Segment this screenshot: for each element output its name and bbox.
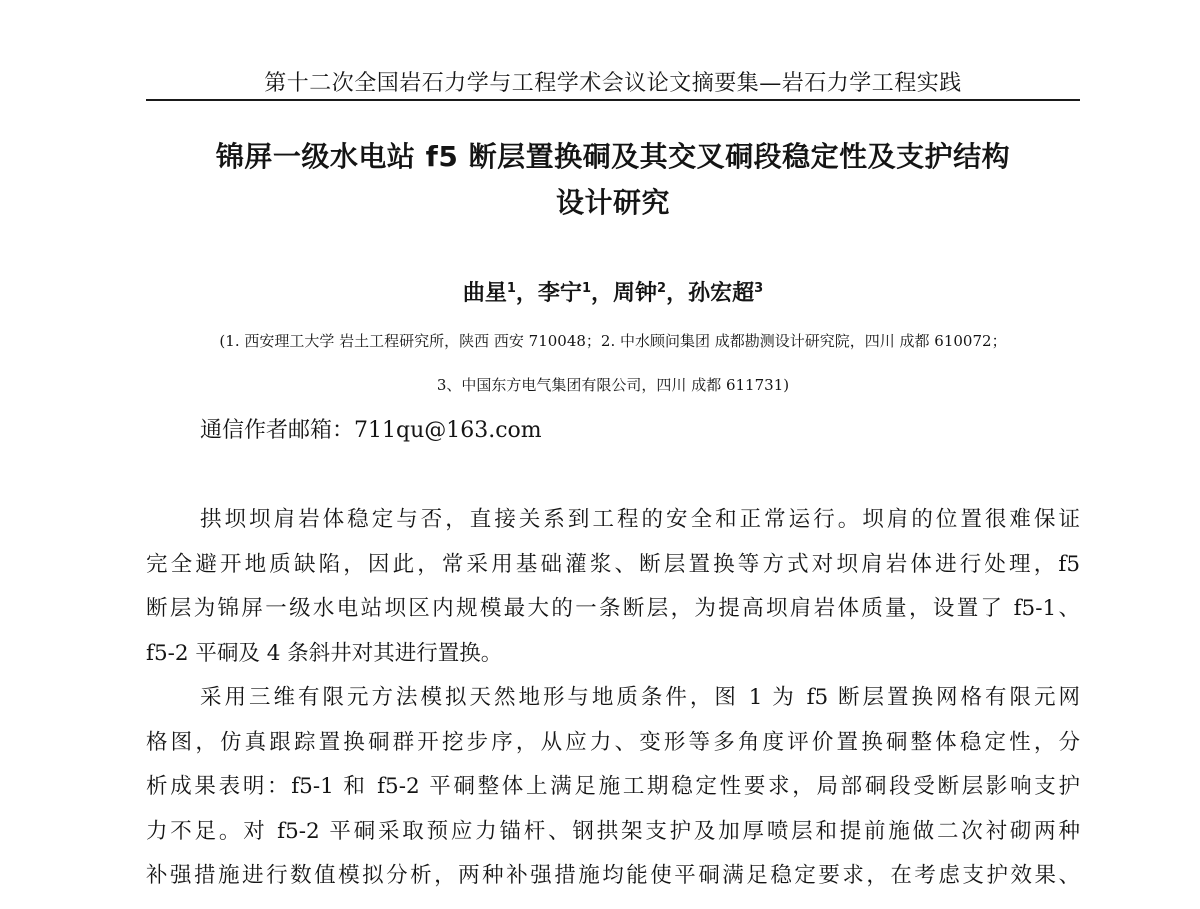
paper-title-line-2: 设计研究	[555, 186, 670, 219]
author-3	[613, 281, 666, 306]
text-line: f5-2 平硐及 4 条斜井对其进行置换。	[146, 640, 503, 666]
author-affiliation-mark: 1	[506, 281, 516, 296]
text-line: 力不足。对 f5-2 平硐采取预应力锚杆、钢拱架支护及加厚喷层和提前施做二次衬砌两种	[146, 818, 1080, 844]
author-affiliation-mark: 2	[657, 281, 667, 296]
affiliation-line-2: 3、中国东方电气集团有限公司，四川 成都 611731)	[436, 376, 790, 394]
text-line: 格图，仿真跟踪置换硐群开挖步序，从应力、变形等多角度评价置换硐整体稳定性，分	[146, 729, 1080, 755]
text-line: 断层为锦屏一级水电站坝区内规模最大的一条断层，为提高坝肩岩体质量，设置了 f5-1、	[146, 596, 1080, 621]
author-separator: ，	[590, 281, 613, 306]
author-name: 曲星	[462, 281, 507, 306]
author-affiliation-mark: 1	[581, 281, 591, 296]
author-4	[688, 281, 763, 306]
header-rule	[146, 99, 1080, 101]
affiliation-line-1: (1. 西安理工大学 岩土工程研究所，陕西 西安 710048；2. 中水顾问集团 成都勘测设计研究院，四川 成都 610072；	[219, 332, 1007, 350]
author-separator: ，	[515, 281, 538, 306]
text-line: 完全避开地质缺陷，因此，常采用基础灌浆、断层置换等方式对坝肩岩体进行处理，f5	[146, 551, 1080, 577]
author-affiliation-mark: 3	[754, 281, 764, 296]
author-name: 孙宏超	[688, 281, 755, 306]
text-line: 采用三维有限元方法模拟天然地形与地质条件，图 1 为 f5 断层置换网格有限元网	[200, 685, 1080, 710]
author-name: 周钟	[613, 281, 658, 306]
text-line: 补强措施进行数值模拟分析，两种补强措施均能使平硐满足稳定要求，在考虑支护效果、	[146, 863, 1080, 888]
paper-title	[120, 134, 1106, 226]
text-line: 析成果表明：f5-1 和 f5-2 平硐整体上满足施工期稳定性要求，局部硐段受断层影响支护	[146, 774, 1080, 799]
paper-title-line-1: 锦屏一级水电站 f5 断层置换硐及其交叉硐段稳定性及支护结构	[215, 140, 1011, 173]
running-header: 第十二次全国岩石力学与工程学术会议论文摘要集—岩石力学工程实践	[264, 71, 962, 96]
author-separator: ，	[666, 281, 689, 306]
author-1	[463, 281, 516, 306]
abstract-paragraph-1	[146, 498, 1080, 676]
author-name: 李宁	[537, 281, 582, 306]
author-2	[538, 281, 591, 306]
text-line: 拱坝坝肩岩体稳定与否，直接关系到工程的安全和正常运行。坝肩的位置很难保证	[200, 507, 1080, 532]
corresponding-email: 通信作者邮箱：711qu@163.com	[200, 418, 542, 443]
abstract-paragraph-2	[146, 676, 1080, 899]
author-list	[120, 276, 1106, 307]
